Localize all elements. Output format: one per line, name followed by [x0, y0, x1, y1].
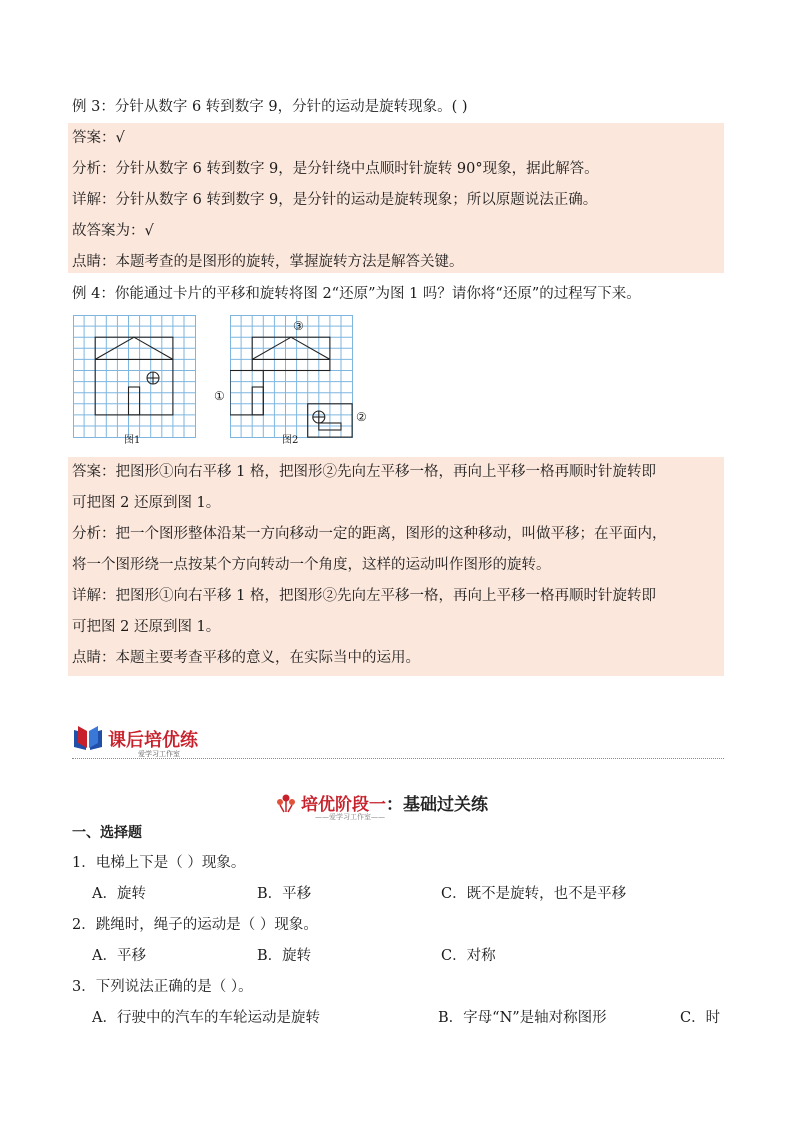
- figure-1-caption: 图1: [124, 435, 141, 446]
- ex3-final: 故答案为：√: [72, 223, 154, 239]
- figure-2-label-2: ②: [356, 410, 367, 424]
- ex4-analysis-line-1: 分析：把一个图形整体沿某一方向移动一定的距离，图形的这种移动，叫做平移；在平面内，: [72, 526, 667, 542]
- q1-option-a[interactable]: A．旋转: [92, 886, 146, 902]
- ex3-analysis: 分析：分针从数字 6 转到数字 9，是分针绕中点顺时针旋转 90°现象，据此解答。: [72, 161, 599, 177]
- q3-option-a[interactable]: A．行驶中的汽车的车轮运动是旋转: [92, 1010, 320, 1026]
- q3-stem: 3．下列说法正确的是（ ）。: [72, 979, 253, 995]
- stage-sub: ——爱学习工作室——: [315, 813, 385, 821]
- q2-option-b[interactable]: B．旋转: [257, 948, 312, 964]
- figure-2-label-3: ③: [293, 319, 304, 333]
- q2-option-a[interactable]: A．平移: [92, 948, 146, 964]
- ex4-analysis-line-2: 将一个图形绕一点按某个方向转动一个角度，这样的运动叫作图形的旋转。: [72, 557, 551, 573]
- figure-2-label-1: ①: [214, 389, 225, 403]
- q3-option-b[interactable]: B．字母“N”是轴对称图形: [438, 1010, 607, 1026]
- ex3-comment: 点睛：本题考查的是图形的旋转，掌握旋转方法是解答关键。: [72, 254, 464, 270]
- q2-option-c[interactable]: C．对称: [441, 948, 496, 964]
- figure-2-caption: 图2: [282, 435, 299, 446]
- figure-1: [73, 315, 198, 451]
- ex4-comment: 点睛：本题主要考查平移的意义，在实际当中的运用。: [72, 650, 420, 666]
- q1-option-b[interactable]: B．平移: [257, 886, 312, 902]
- ex4-answer-line-2: 可把图 2 还原到图 1。: [72, 495, 221, 511]
- ex3-answer: 答案：√: [72, 130, 125, 146]
- ex4-answer-line-1: 答案：把图形①向右平移 1 格，把图形②先向左平移一格，再向上平移一格再顺时针旋转即: [72, 464, 656, 480]
- section-heading: 一、选择题: [72, 825, 142, 841]
- ex3-question: 例 3：分针从数字 6 转到数字 9，分针的运动是旋转现象。( ): [72, 99, 468, 115]
- q1-option-c[interactable]: C．既不是旋转，也不是平移: [441, 886, 627, 902]
- section-logo: [72, 724, 198, 752]
- q1-stem: 1．电梯上下是（ ）现象。: [72, 855, 246, 871]
- ex4-detail-line-1: 详解：把图形①向右平移 1 格，把图形②先向左平移一格，再向上平移一格再顺时针旋转即: [72, 588, 656, 604]
- stage-title-part1: 培优阶段一: [301, 795, 386, 815]
- divider: [72, 758, 724, 759]
- section-logo-text: 课后培优练: [108, 730, 198, 751]
- ex4-question: 例 4：你能通过卡片的平移和旋转将图 2“还原”为图 1 吗？请你将“还原”的过程写下来。: [72, 286, 641, 302]
- flower-icon: [275, 792, 297, 814]
- q3-option-c[interactable]: C．时: [680, 1010, 721, 1026]
- book-icon: [72, 724, 104, 752]
- ex4-detail-line-2: 可把图 2 还原到图 1。: [72, 619, 221, 635]
- q2-stem: 2．跳绳时，绳子的运动是（ ）现象。: [72, 917, 318, 933]
- section-logo-sub: 爱学习工作室: [138, 750, 180, 758]
- ex3-detail: 详解：分针从数字 6 转到数字 9，是分针的运动是旋转现象；所以原题说法正确。: [72, 192, 598, 208]
- stage-title-part2: ：基础过关练: [386, 795, 488, 815]
